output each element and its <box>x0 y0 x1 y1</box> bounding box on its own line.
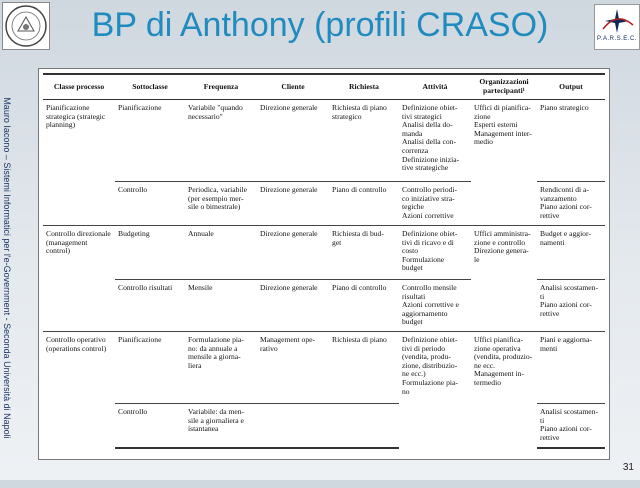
cell-richiesta: Piano di controllo <box>329 182 399 226</box>
cell-richiesta: Piano di controllo <box>329 280 399 332</box>
university-logo <box>2 2 50 50</box>
slide-title: BP di Anthony (profili CRASO) <box>91 6 549 44</box>
cell-attivita: Controllo periodi- co iniziative stra- tegiche Azioni correttive <box>399 182 471 226</box>
table-row <box>43 100 605 182</box>
cell-sottoclasse: Pianificazione <box>118 103 162 112</box>
header-classe: Classe processo <box>43 74 115 100</box>
cell-output: Analisi scostamen- ti Piano azioni cor- rettive <box>537 280 605 332</box>
cell-sottoclasse: Budgeting <box>115 226 185 280</box>
cell-organizzazioni: Uffici pianifica- zione operativa (vendita, produzio- ne ecc. Management in- termedio <box>471 332 537 448</box>
cell-frequenza: Periodica, variabile (per esempio mer- sile o bimestrale) <box>185 182 257 226</box>
header-cliente: Cliente <box>257 74 329 100</box>
cell-cliente: Direzione generale <box>257 226 329 280</box>
craso-table <box>43 73 605 449</box>
cell-attivita: Definizione obiet- tivi strategici Analisi della do- manda Analisi della con- correnza Definizione inizia- tive strategiche <box>402 103 460 173</box>
cell-attivita: Definizione obiet- tivi di periodo (vendita, produ- zione, distribuzio- ne ecc.) Formulazione pia- no <box>399 332 471 448</box>
header-organizzazioni: Organizzazioni partecipanti¹ <box>471 74 537 100</box>
cell-richiesta: Richiesta di piano <box>329 332 399 404</box>
cell-output: Analisi scostamen- ti Piano azioni cor- rettive <box>537 404 605 448</box>
table-row <box>43 226 605 280</box>
cell-frequenza: Formulazione pia- no: da annuale a mensile a giorna- liera <box>185 332 257 404</box>
cell-sottoclasse: Controllo <box>115 404 185 448</box>
cell-classe: Pianificazione strategica (strategic planning) <box>46 103 106 130</box>
author-footer-vertical: Mauro Iacono – Sistemi Informatici per l'e-Government - Seconda Università di Napoli <box>2 97 12 439</box>
cell-richiesta: Richiesta di piano strategico <box>332 103 387 121</box>
parsec-star-icon <box>595 5 639 37</box>
cell-classe: Controllo operativo (operations control) <box>43 332 115 448</box>
header-richiesta: Richiesta <box>329 74 399 100</box>
parsec-logo-text: P.A.R.S.E.C. <box>597 36 637 42</box>
header-output: Output <box>537 74 605 100</box>
cell-richiesta: Richiesta di bud- get <box>329 226 399 280</box>
cell-output: Piani e aggiorna- menti <box>537 332 605 404</box>
parsec-logo <box>594 4 640 50</box>
header-sottoclasse: Sottoclasse <box>115 74 185 100</box>
cell-output: Rendiconti di a- vanzamento Piano azioni cor- rettive <box>537 182 605 226</box>
table-header-row <box>43 74 605 100</box>
cell-organizzazioni: Uffici di pianifica- zione Esperti esterni Management inter- medio <box>474 103 532 147</box>
cell-organizzazioni: Uffici amministra- zione e controllo Direzione genera- le <box>471 226 537 332</box>
cell-sottoclasse: Controllo risultati <box>115 280 185 332</box>
table-row <box>43 332 605 404</box>
cell-cliente: Management ope- rativo <box>257 332 329 404</box>
cell-classe: Controllo direzionale (management control) <box>43 226 115 332</box>
cell-cliente: Direzione generale <box>260 103 318 112</box>
cell-frequenza: Mensile <box>185 280 257 332</box>
table-frame <box>38 68 610 460</box>
header-frequenza: Frequenza <box>185 74 257 100</box>
cell-cliente: Direzione generale <box>257 182 329 226</box>
cell-frequenza: Variabile "quando necessario" <box>188 103 243 121</box>
page-number: 31 <box>622 462 634 473</box>
cell-frequenza: Annuale <box>185 226 257 280</box>
cell-attivita: Definizione obiet- tivi di ricavo e di costo Formulazione budget <box>399 226 471 280</box>
cell-attivita: Controllo mensile risultati Azioni correttive e aggiornamento budget <box>399 280 471 332</box>
cell-output: Budget e aggior- namenti <box>537 226 605 280</box>
cell-cliente <box>257 404 329 448</box>
cell-sottoclasse: Pianificazione <box>115 332 185 404</box>
cell-frequenza: Variabile: da men- sile a giornaliera e istantanea <box>185 404 257 448</box>
seal-icon <box>3 3 49 49</box>
cell-output: Piano strategico <box>540 103 589 112</box>
cell-cliente: Direzione generale <box>257 280 329 332</box>
cell-richiesta <box>329 404 399 448</box>
header-attivita: Attività <box>399 74 471 100</box>
cell-sottoclasse: Controllo <box>115 182 185 226</box>
